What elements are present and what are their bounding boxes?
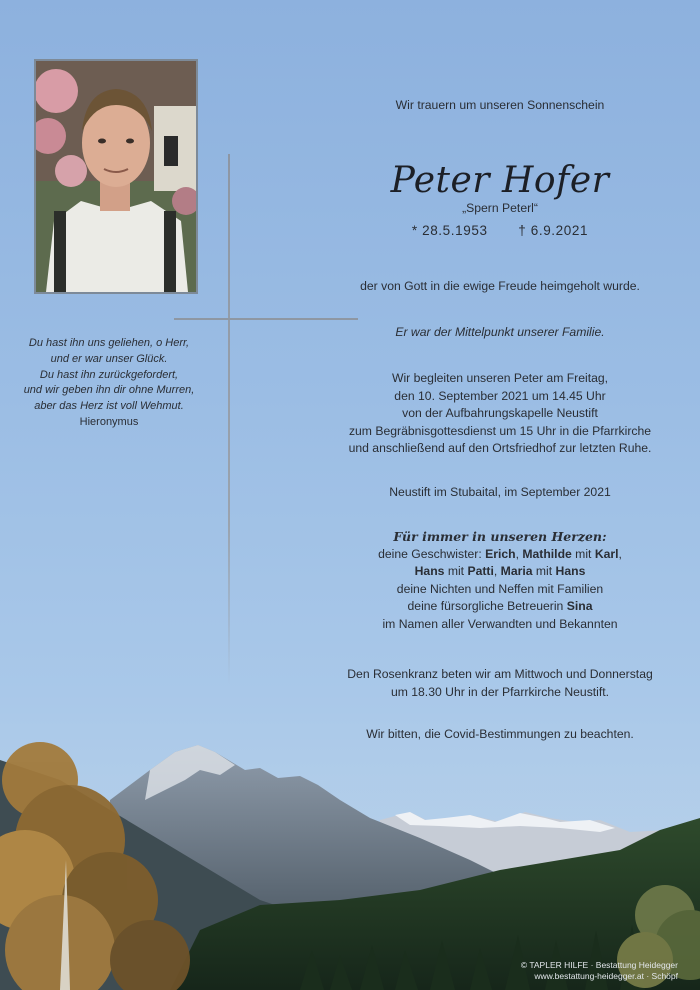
sibling-partner-name: Karl	[594, 546, 619, 561]
caregiver-line	[330, 598, 670, 616]
portrait-photo	[34, 59, 198, 294]
mit-word: mit	[444, 564, 468, 579]
rosary-line: Den Rosenkranz beten wir am Mittwoch und Donnerstag	[347, 667, 653, 681]
funeral-line: Wir begleiten unseren Peter am Freitag,	[391, 371, 609, 385]
funeral-line: zum Begräbnisgottesdienst um 15 Uhr in die Pfarrkirche	[348, 423, 652, 438]
sibling-name: Hans	[414, 564, 445, 579]
bible-quote	[14, 336, 204, 431]
relatives-line: im Namen aller Verwandten und Bekannten	[382, 616, 618, 631]
cross-horizontal-beam	[174, 318, 358, 320]
deceased-name: Peter Hofer	[390, 160, 610, 201]
sibling-partner-name: Hans	[555, 564, 586, 579]
quote-line: Du hast ihn uns geliehen, o Herr,	[28, 337, 190, 349]
funeral-line: den 10. September 2021 um 14.45 Uhr	[394, 388, 606, 403]
family-center-line: Er war der Mittelpunkt unserer Familie.	[395, 325, 605, 339]
called-home-line: der von Gott in die ewige Freude heimgeholt wurde.	[360, 279, 640, 293]
covid-notice: Wir bitten, die Covid-Bestimmungen zu beachten.	[366, 727, 634, 741]
copyright-line: www.bestattung-heidegger.at · Schöpf	[534, 971, 678, 981]
quote-line: aber das Herz ist voll Wehmut.	[34, 400, 184, 413]
rosary-info	[330, 666, 670, 701]
place-date: Neustift im Stubaital, im September 2021	[389, 485, 611, 499]
siblings-line: deine Geschwister: Erich, Mathilde mit Karl,	[378, 546, 622, 561]
mit-word: mit	[532, 564, 556, 579]
life-dates	[330, 222, 670, 240]
intro-text: Wir trauern um unseren Sonnenschein	[395, 98, 605, 112]
quote-line: Du hast ihn zurückgefordert,	[39, 368, 179, 381]
sibling-name: Mathilde	[522, 546, 572, 561]
cross-vertical-beam	[228, 154, 230, 684]
copyright	[521, 960, 678, 982]
siblings-prefix: deine Geschwister:	[378, 546, 486, 561]
mourners-block	[330, 528, 670, 634]
quote-line: und wir geben ihn dir ohne Murren,	[23, 384, 195, 397]
mit-word: mit	[571, 546, 595, 561]
rosary-line: um 18.30 Uhr in der Pfarrkirche Neustift.	[390, 684, 610, 699]
sibling-name: Erich	[485, 546, 516, 561]
funeral-line: und anschließend auf den Ortsfriedhof zur letzten Ruhe.	[348, 441, 652, 456]
quote-author: Hieronymus	[79, 415, 139, 428]
sibling-name: Maria	[500, 564, 533, 579]
sibling-partner-name: Patti	[467, 564, 494, 579]
deceased-nickname: „Spern Peterl“	[462, 201, 538, 215]
mourners-heading: Für immer in unseren Herzen:	[393, 529, 607, 544]
birth-date: * 28.5.1953	[411, 223, 488, 238]
funeral-line: von der Aufbahrungskapelle Neustift	[402, 406, 598, 421]
caregiver-name: Sina	[566, 599, 593, 614]
siblings-line: Hans mit Patti, Maria mit Hans	[414, 564, 586, 579]
quote-line: und er war unser Glück.	[50, 352, 168, 365]
copyright-line: © TAPLER HILFE · Bestattung Heidegger	[520, 960, 678, 970]
nephews-line: deine Nichten und Neffen mit Familien	[396, 581, 604, 596]
funeral-details	[330, 370, 670, 458]
death-date: † 6.9.2021	[518, 223, 589, 238]
caregiver-prefix: deine fürsorgliche Betreuerin	[407, 599, 567, 614]
